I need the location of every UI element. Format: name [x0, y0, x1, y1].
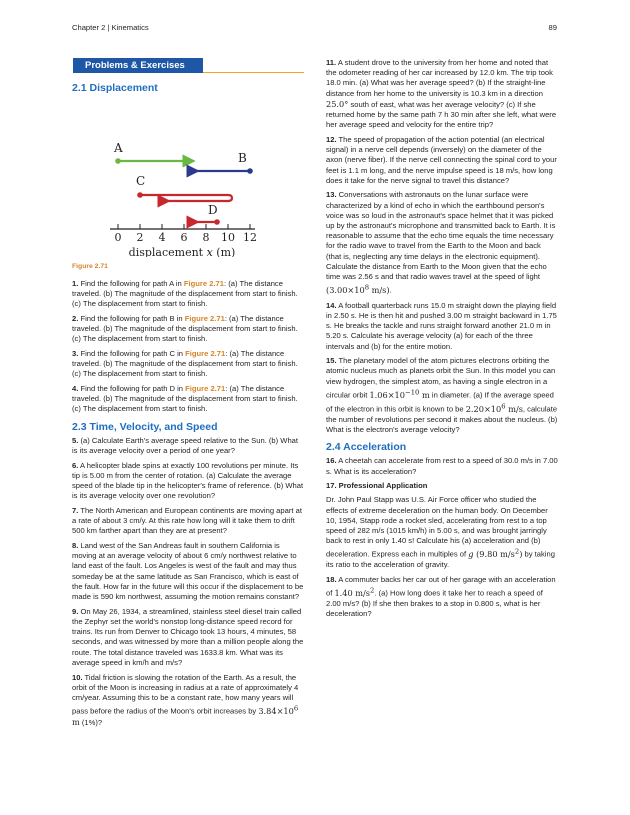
problem-3: [72, 349, 304, 380]
problem-number: 2.: [72, 313, 79, 323]
problem-text: : (a) The distance traveled. (b) The magnitude of the displacement from start to finish. (c) The displacement from start to finish.: [72, 383, 298, 414]
problem-14: [326, 301, 558, 352]
axis-tick-label: 0: [114, 231, 122, 245]
problem-text: Find the following for path D in: [78, 383, 186, 393]
axis-tick-label: 6: [180, 231, 188, 245]
problem-9: [72, 607, 304, 668]
math-expression: 1.40 $m/s^2$: [334, 586, 375, 599]
axis-tick-label: 10: [221, 231, 235, 245]
problem-text: On May 26, 1934, a streamlined, stainless steel diesel train called the Zephyr set the world's nonstop long-distance speed record for trains. Its run from Denver to Chicago took 13 hours, 4 minutes, 58 seconds, and was witnessed by more than a million people along the route. The total distance traveled was 1633.8 km. What was its average speed in km/h and m/s?: [72, 606, 304, 667]
problem-12: [326, 135, 558, 186]
axis-tick-label: 2: [136, 231, 144, 245]
math-expression: $3.84\times 10^6$ m: [72, 704, 299, 728]
x-axis-label: displacement x (m): [128, 246, 236, 258]
problem-2: [72, 314, 304, 345]
problem-text: in diameter. (a) If the average speed of the electron in this orbit is known to be: [326, 390, 554, 414]
problem-text: by taking its ratio to the acceleration of gravity.: [326, 550, 555, 570]
problem-number: 13.: [326, 190, 337, 200]
problem-number: 9.: [72, 606, 79, 616]
problem-text: A helicopter blade spins at exactly 100 revolutions per minute. Its tip is 5.00 m from the center of rotation. (a) Calculate the average speed of the blade tip in the helicopter's frame of reference. (b) What is its average velocity over one revolution?: [72, 460, 304, 501]
label-b: B: [238, 151, 247, 166]
problem-17: [326, 495, 558, 570]
problem-number: 12.: [326, 134, 337, 144]
chapter-title: Chapter 2 | Kinematics: [72, 23, 149, 32]
problem-text: The planetary model of the atom pictures electrons orbiting the atomic nucleus much as planets orbit the Sun. In this model you can view hydrogen, the simplest atom, as having a single electron in a circular orbit: [326, 356, 556, 400]
problem-text: A student drove to the university from her home and noted that the odometer reading of her car increased by 12.0 km. The trip took 18.0 min. (a) What was her average speed? (b) If the straight-line distance from her home to the university is 10.3 km in a direction: [326, 58, 553, 98]
problem-1: [72, 279, 304, 310]
path-a-arrow: [115, 158, 193, 164]
figure-link[interactable]: Figure 2.71: [185, 348, 226, 358]
problem-number: 11.: [326, 58, 337, 67]
axis-tick-label: 12: [243, 231, 257, 245]
problem-text: Tidal friction is slowing the rotation of the Earth. As a result, the orbit of the Moon is increasing in radius at a rate of approximately 4 cm/year. Assuming this to be a constant rate, how many years will pass before the radius of the Moon's orbit increases by: [72, 672, 299, 716]
problem-6: [72, 461, 304, 502]
problem-number: 4.: [72, 383, 79, 393]
problem-number: 1.: [72, 278, 79, 288]
problem-text: Find the following for path B in: [78, 313, 185, 323]
path-d-arrow: [197, 219, 220, 225]
problem-text: , calculate the number of revolutions per second it makes about the nucleus. (b) What is the electron's average velocity?: [326, 404, 558, 434]
problem-number: 7.: [72, 505, 79, 515]
banner-rule: [203, 72, 304, 73]
figure-link[interactable]: Figure 2.71: [183, 278, 224, 288]
problem-text: Find the following for path C in: [78, 348, 186, 358]
problem-text: The North American and European continents are moving apart at a rate of about 3 cm/y. At this rate how long will it take them to drift 500 km farther apart than they are at present?: [72, 505, 302, 536]
problem-10: [72, 673, 304, 729]
problem-text: (a) Calculate Earth's average speed relative to the Sun. (b) What is its average velocity over a period of one year?: [72, 435, 299, 455]
problem-text: : (a) The distance traveled. (b) The magnitude of the displacement from start to finish. (c) The displacement from start to finish.: [72, 348, 298, 379]
problem-text: A commuter backs her car out of her garage with an acceleration of: [326, 575, 556, 599]
problem-5: [72, 436, 304, 456]
problem-number: 10.: [72, 672, 83, 682]
figure-link[interactable]: Figure 2.71: [184, 313, 225, 323]
problem-text: .: [389, 286, 392, 295]
figure-caption: Figure 2.71: [72, 263, 108, 271]
problem-15: [326, 356, 558, 435]
problem-number: 3.: [72, 348, 79, 358]
problem-text: A football quarterback runs 15.0 m straight down the playing field in 2.50 s. He is then hit and pushed 3.00 m straight backward in 1.75 s. He breaks the tackle and runs straight forward another 21.0 m in 5.20 s. Calculate his average velocity (a) for each of the three intervals and (b) for the entire motion.: [326, 300, 557, 351]
figure-link[interactable]: Figure 2.71: [185, 383, 226, 393]
math-expression: g (9.80 $m/s^2$): [468, 547, 523, 560]
label-d: D: [208, 203, 218, 218]
right-column: [326, 58, 558, 624]
label-a: A: [114, 141, 123, 156]
section-heading-acceleration: 2.4 Acceleration: [326, 441, 407, 454]
problem-number: 5.: [72, 435, 79, 445]
problem-text: Find the following for path A in: [78, 278, 184, 288]
problem-8: [72, 541, 304, 602]
x-axis: [110, 224, 257, 244]
math-expression: $2.20\times 10^6$ m/s: [465, 401, 523, 414]
problem-number: 8.: [72, 541, 79, 551]
math-expression: ($3.00\times 10^8$ m/s): [326, 283, 390, 295]
path-c-arrow: [137, 192, 232, 201]
math-expression: $1.06\times 10^{-10}$ m: [369, 387, 430, 400]
left-column: [72, 58, 304, 733]
problem-18: [326, 575, 558, 620]
axis-tick-label: 8: [202, 231, 210, 245]
problem-text: A cheetah can accelerate from rest to a speed of 30.0 m/s in 7.00 s. What is its acceleration?: [326, 456, 558, 476]
figure-2-71: [72, 99, 277, 257]
problem-16: [326, 456, 558, 476]
section-heading-velocity: 2.3 Time, Velocity, and Speed: [72, 420, 218, 433]
problem-text: (1%)?: [79, 718, 103, 728]
problem-17-heading: 17. Professional Application: [326, 481, 428, 491]
problem-text: : (a) The distance traveled. (b) The magnitude of the displacement from start to finish. (c) The displacement from start to finish.: [72, 278, 298, 309]
problem-text: Conversations with astronauts on the lunar surface were characterized by a kind of echo in which the earthbound person's voice was so loud in the astronaut's space helmet that it was picked up by the astronaut's microphone and transmitted back to Earth. It is reasonable to assume that the echo time equals the time necessary for the radio wave to travel from the Earth to the Moon and back (that is, neglecting any time delays in the electronic equipment). Calculate the distance from Earth to the Moon given that the echo time was 2.56 s and that radio waves travel at the speed of light: [326, 190, 556, 282]
problem-text: The speed of propagation of the action potential (an electrical signal) in a nerve cell depends (inversely) on the diameter of the axon (nerve fiber). If the nerve cell connecting the spinal cord to your feet is 1.1 m long, and the nerve impulse speed is 18 m/s, how long does it take for the nerve signal to travel this distance?: [326, 134, 557, 185]
problem-text: . (a) How long does it take her to reach a speed of 2.00 m/s? (b) If she then brakes to a stop in 0.800 s, what is her deceleration?: [326, 589, 543, 619]
section-heading-displacement: 2.1 Displacement: [72, 82, 158, 94]
math-expression: 25.0°: [326, 98, 349, 109]
problem-7: [72, 506, 304, 537]
problem-number: 15.: [326, 356, 337, 366]
section-banner: [72, 58, 304, 76]
axis-tick-label: 4: [158, 231, 166, 245]
problem-number: 14.: [326, 300, 337, 310]
problem-number: 16.: [326, 456, 337, 466]
page-header: [72, 23, 557, 32]
label-c: C: [136, 174, 146, 189]
problem-text: Dr. John Paul Stapp was U.S. Air Force officer who studied the effects of extreme deceleration on the human body. On December 10, 1954, Stapp rode a rocket sled, accelerating from rest to a top speed of 282 m/s (1015 km/h) in 5.00 s, and was brought jarringly back to rest in only 1.40 s! Calculate his (a) acceleration and (b) deceleration. Express each in multiples of: [326, 495, 548, 560]
path-b-arrow: [197, 168, 253, 174]
problem-4: [72, 384, 304, 415]
problem-text: Land west of the San Andreas fault in southern California is moving at an average velocity of about 6 cm/y northwest relative to land east of the fault. Los Angeles is west of the fault and may thus someday be at the same latitude as San Francisco, which is east of the fault. How far in the future will this occur if the displacement to be made is 590 km northwest, assuming the motion remains constant?: [72, 541, 304, 602]
problem-text: : (a) The distance traveled. (b) The magnitude of the displacement from start to finish. (c) The displacement from start to finish.: [72, 313, 298, 344]
page-number: 89: [548, 23, 557, 32]
problem-text: south of east, what was her average velocity? (c) If she returned home by the same path 7 h 30 min after she left, what were her average speed and velocity for the entire trip?: [326, 99, 557, 130]
problem-number: 6.: [72, 460, 79, 470]
problem-13: [326, 190, 558, 296]
problem-number: 18.: [326, 575, 337, 585]
problem-11: [326, 58, 558, 130]
banner-title: Problems & Exercises: [73, 58, 203, 73]
